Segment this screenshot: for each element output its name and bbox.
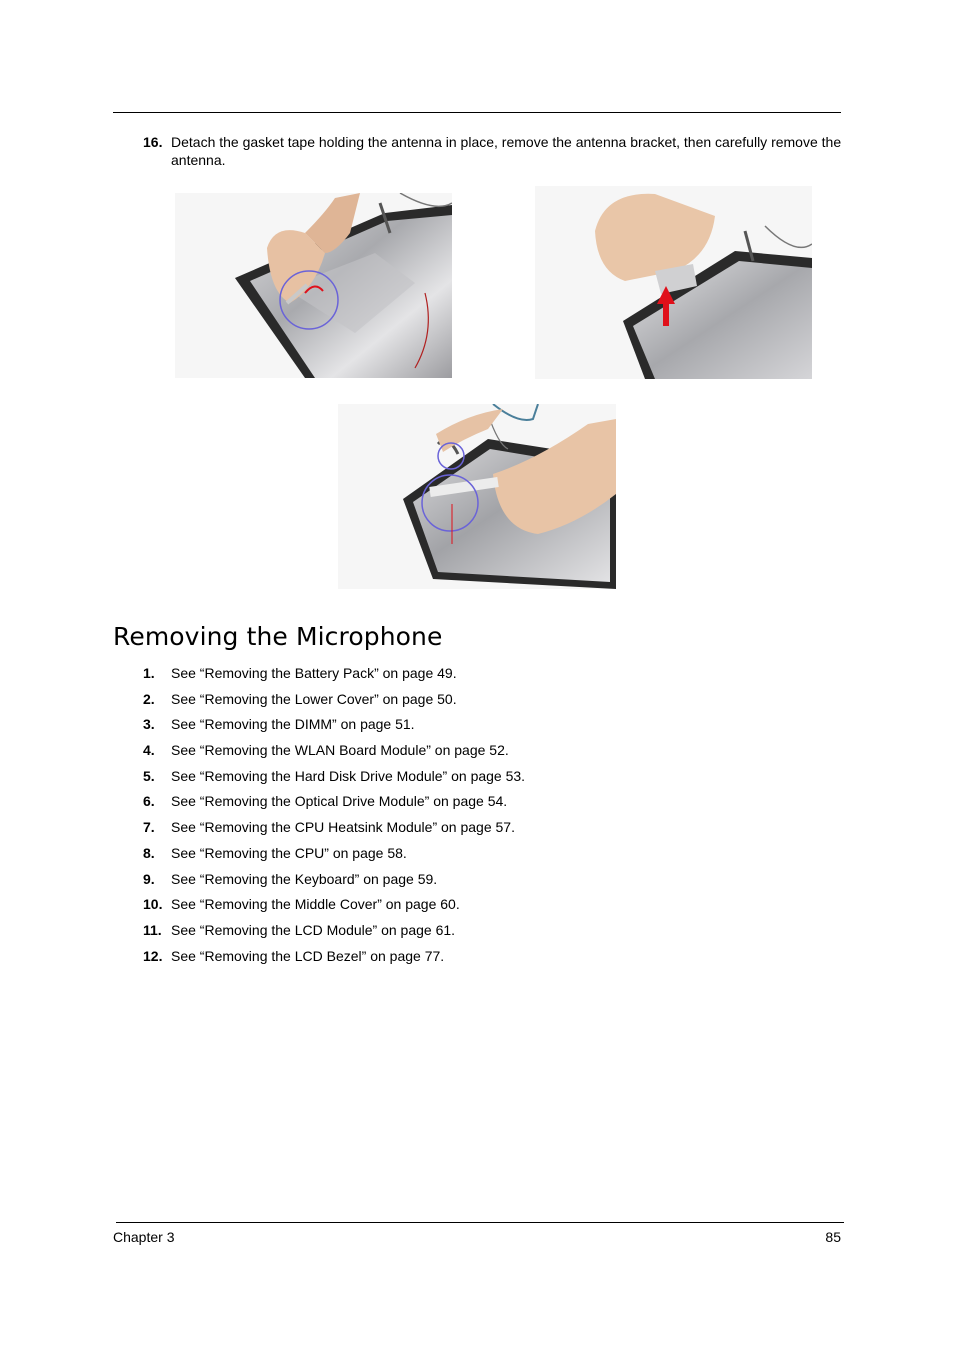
step-number: 8.	[143, 844, 155, 861]
photo-remove-antenna	[338, 404, 616, 589]
step-text: See “Removing the LCD Module” on page 61.	[171, 921, 456, 938]
step-text: See “Removing the CPU Heatsink Module” on page 57.	[171, 819, 515, 836]
step-text: See “Removing the DIMM” on page 51.	[171, 716, 415, 733]
step-text: See “Removing the Hard Disk Drive Module” on page 53.	[171, 767, 526, 784]
footer-rule	[116, 1222, 844, 1223]
step-text: See “Removing the CPU” on page 58.	[171, 844, 407, 861]
step-text: See “Removing the Optical Drive Module” on page 54.	[171, 793, 508, 810]
step-text: See “Removing the WLAN Board Module” on page 52.	[171, 742, 509, 759]
step-number: 2.	[143, 690, 155, 707]
step-number: 6.	[143, 793, 155, 810]
section-heading: Removing the Microphone	[113, 622, 443, 651]
step-text: See “Removing the Lower Cover” on page 50.	[171, 690, 457, 707]
step-text: Detach the gasket tape holding the antenna in place, remove the antenna bracket, then carefully remove the antenna.	[171, 134, 842, 168]
step-text: See “Removing the Keyboard” on page 59.	[171, 870, 438, 887]
step-number: 11.	[143, 921, 162, 938]
photo-peel-gasket-tape	[175, 193, 452, 378]
step-number: 5.	[143, 767, 155, 784]
photo-remove-antenna-bracket	[535, 186, 812, 379]
header-rule	[113, 112, 841, 113]
step-number: 9.	[143, 870, 155, 887]
page-number: 85	[825, 1229, 841, 1245]
step-number: 3.	[143, 716, 155, 733]
step-number: 10.	[143, 896, 163, 913]
step-number: 1.	[143, 665, 155, 681]
step-number: 16.	[143, 134, 163, 150]
step-text: See “Removing the Middle Cover” on page 60.	[171, 896, 460, 913]
step-number: 7.	[143, 819, 155, 836]
step-text: See “Removing the Battery Pack” on page 49.	[171, 665, 457, 681]
step-text: See “Removing the LCD Bezel” on page 77.	[171, 947, 445, 964]
step-number: 12.	[143, 947, 163, 964]
footer-chapter: Chapter 3	[113, 1229, 175, 1245]
step-number: 4.	[143, 742, 155, 759]
